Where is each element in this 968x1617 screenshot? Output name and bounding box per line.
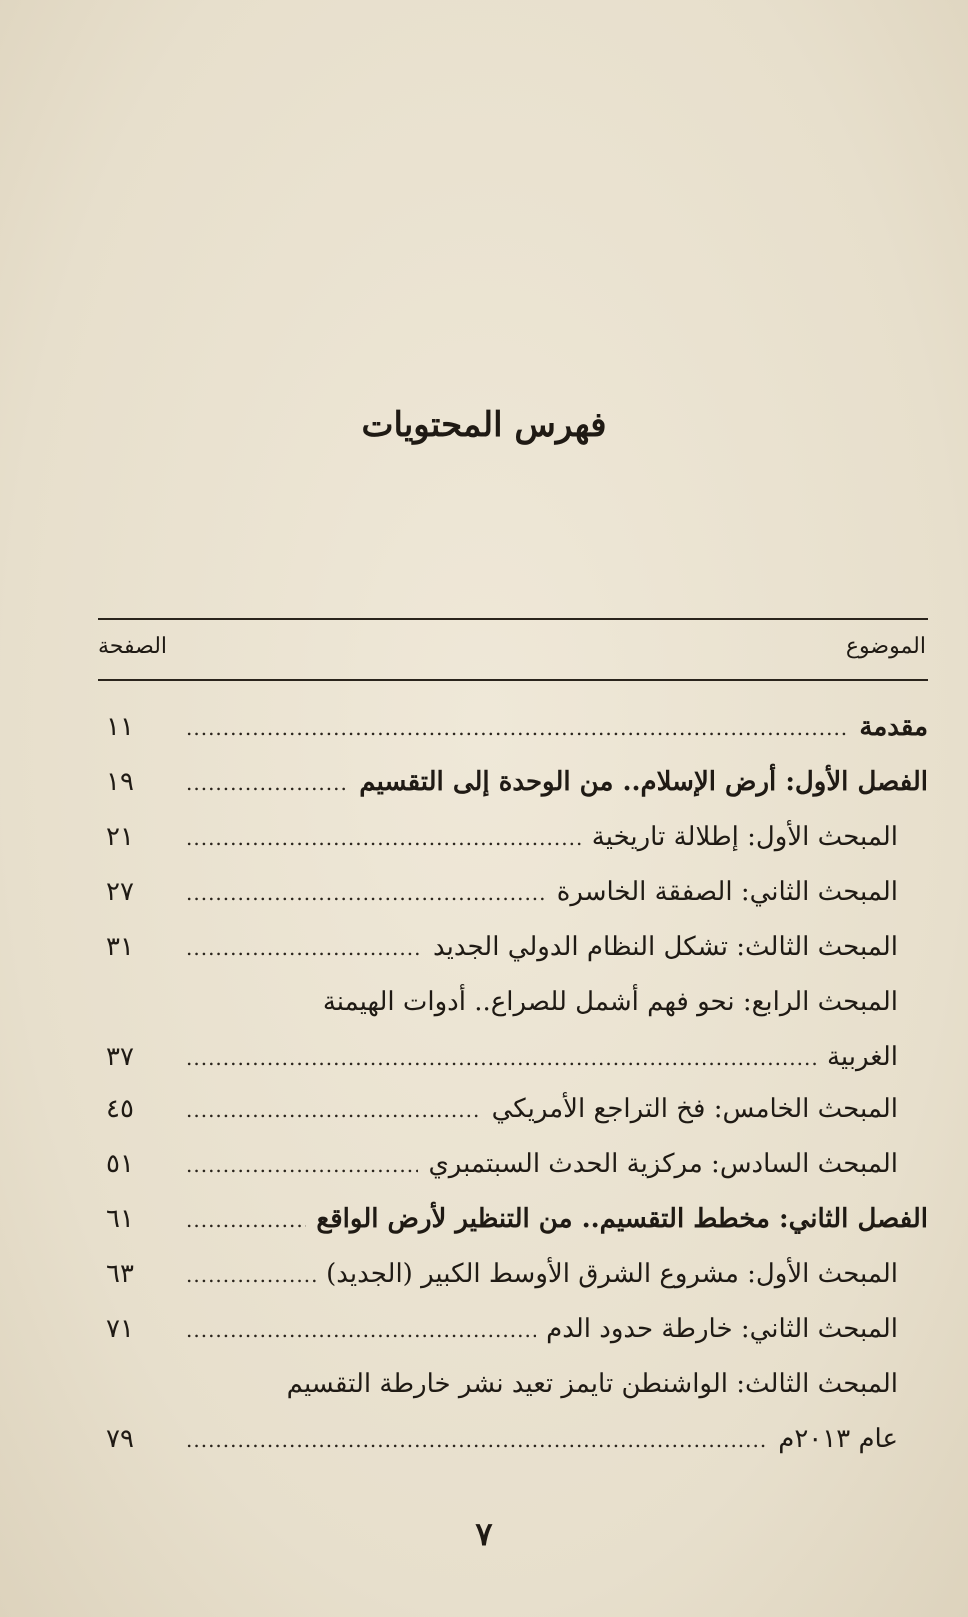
- toc-entry-continuation: [98, 1412, 928, 1464]
- toc-entry-title: المبحث الخامس: فخ التراجع الأمريكي: [491, 1094, 898, 1124]
- toc-entry: [98, 1082, 928, 1137]
- toc-entry-title: المبحث الثاني: الصفقة الخاسرة: [556, 877, 898, 907]
- toc-entry: [98, 755, 928, 810]
- toc-entry-title: الفصل الأول: أرض الإسلام.. من الوحدة إلى التقسيم: [359, 767, 928, 797]
- toc-entry-page: ٦٣: [106, 1259, 134, 1289]
- toc-entry-continuation: [98, 1030, 928, 1082]
- toc-entry: [98, 810, 928, 865]
- toc-entry: [98, 700, 928, 755]
- toc-entry: [98, 920, 928, 975]
- toc-entry-title: المبحث الرابع: نحو فهم أشمل للصراع.. أدوات الهيمنة: [322, 987, 898, 1017]
- toc-entry-page: ٥١: [106, 1149, 134, 1179]
- dot-leader: [186, 811, 582, 866]
- page-number: ٧: [475, 1515, 493, 1553]
- toc-entry-title: الغربية: [826, 1042, 898, 1072]
- toc-entry-page: ٤٥: [106, 1094, 134, 1124]
- page-column-header: الصفحة: [98, 634, 168, 659]
- toc-entry-title: المبحث الثالث: الواشنطن تايمز تعيد نشر خارطة التقسيم: [286, 1369, 898, 1399]
- dot-leader: [186, 1413, 768, 1468]
- dot-leader: [186, 701, 849, 756]
- subject-column-header: الموضوع: [845, 634, 926, 659]
- dot-leader: [186, 1248, 316, 1303]
- toc-entry-title: مقدمة: [859, 712, 928, 742]
- header-rule-top: [98, 618, 928, 620]
- toc-entry-title: المبحث الثاني: خارطة حدود الدم: [546, 1314, 898, 1344]
- toc-entry: [98, 1192, 928, 1247]
- toc-entry: [98, 1247, 928, 1302]
- toc-entry-wrapped: [98, 975, 928, 1030]
- toc-entry-title: عام ٢٠١٣م: [778, 1424, 898, 1454]
- toc-entry: [98, 1137, 928, 1192]
- page-title: فهرس المحتويات: [361, 405, 607, 445]
- toc-entry-page: ٢١: [106, 822, 134, 852]
- toc-entry-page: ٧٩: [106, 1424, 134, 1454]
- toc-entry: [98, 865, 928, 920]
- toc-entry-wrapped: [98, 1357, 928, 1412]
- toc-entry-page: ٦١: [106, 1204, 134, 1234]
- dot-leader: [186, 1138, 418, 1193]
- table-of-contents: [98, 700, 928, 1464]
- toc-entry-page: ٢٧: [106, 877, 134, 907]
- dot-leader: [186, 1031, 817, 1086]
- toc-entry-title: المبحث الثالث: تشكل النظام الدولي الجديد: [432, 932, 898, 962]
- toc-entry-page: ٣١: [106, 932, 134, 962]
- header-rule-bottom: [98, 679, 928, 681]
- toc-entry-title: المبحث السادس: مركزية الحدث السبتمبري: [428, 1149, 898, 1179]
- dot-leader: [186, 921, 423, 976]
- dot-leader: [186, 1193, 306, 1248]
- toc-entry-title: المبحث الأول: مشروع الشرق الأوسط الكبير (الجديد): [326, 1259, 898, 1289]
- dot-leader: [186, 756, 349, 811]
- dot-leader: [186, 1083, 482, 1138]
- toc-entry-page: ٣٧: [106, 1042, 134, 1072]
- toc-entry: [98, 1302, 928, 1357]
- toc-entry-title: المبحث الأول: إطلالة تاريخية: [591, 822, 898, 852]
- toc-entry-page: ١٩: [106, 767, 134, 797]
- toc-entry-page: ٧١: [106, 1314, 134, 1344]
- toc-entry-page: ١١: [106, 712, 134, 742]
- toc-entry-title: الفصل الثاني: مخطط التقسيم.. من التنظير لأرض الواقع: [316, 1204, 928, 1234]
- dot-leader: [186, 866, 547, 921]
- dot-leader: [186, 1303, 536, 1358]
